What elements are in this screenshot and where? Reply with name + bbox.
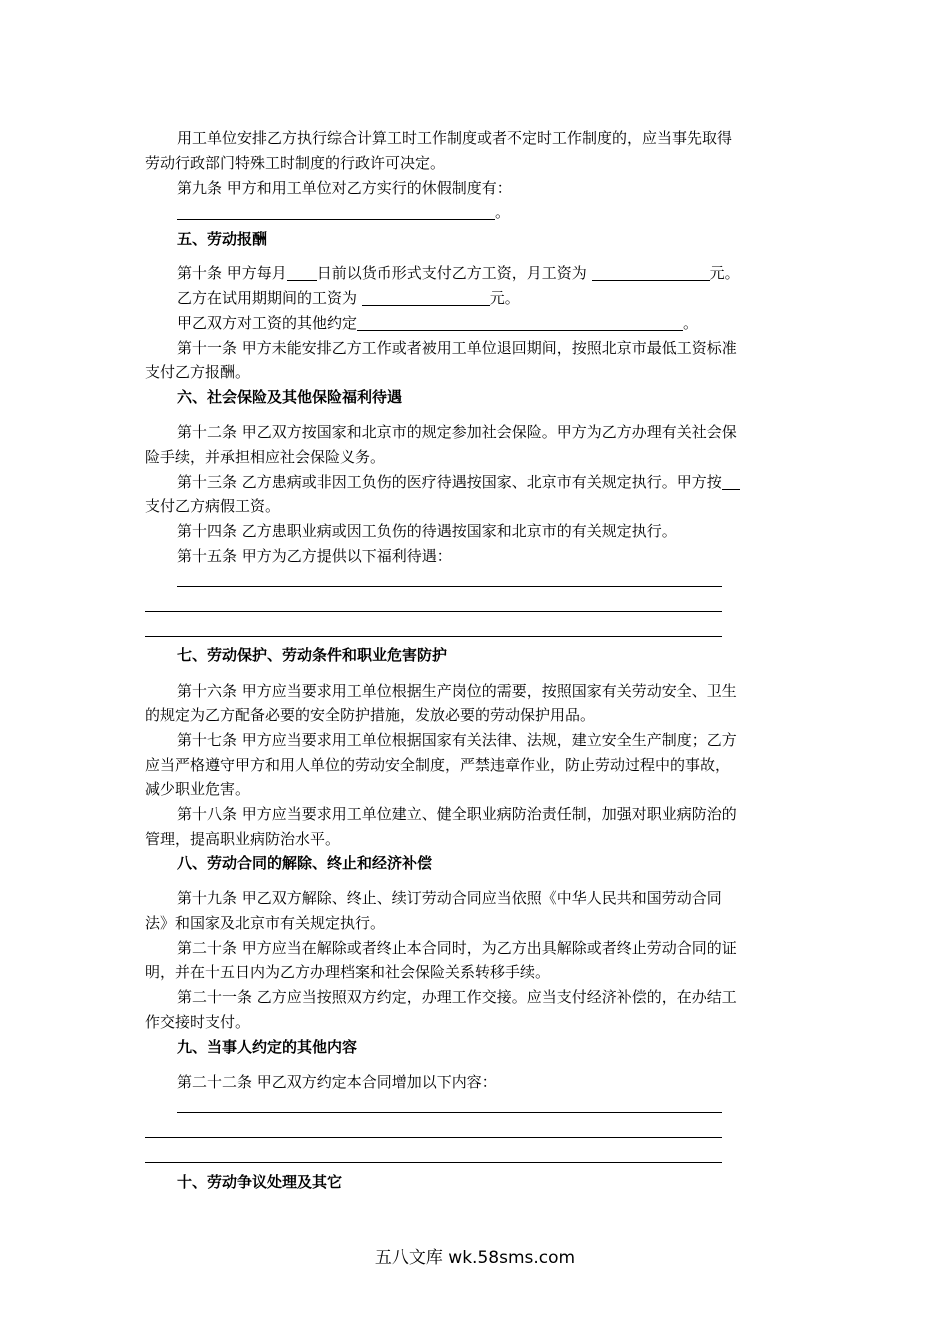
paragraph-line: 法》和国家及北京市有关规定执行。 xyxy=(145,914,386,932)
article-15: 第十五条 甲方为乙方提供以下福利待遇： xyxy=(177,547,452,565)
fill-in-blank xyxy=(287,264,317,281)
blank-line xyxy=(145,611,722,612)
fill-in-blank xyxy=(177,203,495,220)
blank-line xyxy=(177,1112,722,1113)
blank-line xyxy=(177,586,722,587)
paragraph-line: 劳动行政部门特殊工时制度的行政许可决定。 xyxy=(145,154,446,172)
paragraph-line: 支付乙方病假工资。 xyxy=(145,497,281,515)
fill-in-blank xyxy=(357,314,683,331)
paragraph-line: 的规定为乙方配备必要的安全防护措施，发放必要的劳动保护用品。 xyxy=(145,706,596,724)
section-title: 六、社会保险及其他保险福利待遇 xyxy=(177,388,403,406)
paragraph-line: 作交接时支付。 xyxy=(145,1013,251,1031)
section-title: 九、当事人约定的其他内容 xyxy=(177,1038,358,1056)
paragraph-line: 明，并在十五日内为乙方办理档案和社会保险关系转移手续。 xyxy=(145,963,551,981)
article-20: 第二十条 甲方应当在解除或者终止本合同时，为乙方出具解除或者终止劳动合同的证 xyxy=(177,939,737,957)
article-17: 第十七条 甲方应当要求用工单位根据国家有关法律、法规，建立安全生产制度；乙方 xyxy=(177,731,737,749)
paragraph-line: 应当严格遵守甲方和用人单位的劳动安全制度，严禁违章作业，防止劳动过程中的事故， xyxy=(145,756,731,774)
article-16: 第十六条 甲方应当要求用工单位根据生产岗位的需要，按照国家有关劳动安全、卫生 xyxy=(177,682,737,700)
paragraph-line: 用工单位安排乙方执行综合计算工时工作制度或者不定时工作制度的，应当事先取得 xyxy=(177,129,733,147)
footer-watermark: 五八文库 wk.58sms.com xyxy=(374,1248,576,1268)
article-10-text-a: 第十条 甲方每月 xyxy=(177,264,287,282)
blank-line xyxy=(145,1137,722,1138)
fill-in-blank xyxy=(362,289,490,306)
article-19: 第十九条 甲乙双方解除、终止、续订劳动合同应当依照《中华人民共和国劳动合同 xyxy=(177,889,722,907)
other-text-a: 甲乙双方对工资的其他约定 xyxy=(177,314,358,332)
paragraph-line: 险手续，并承担相应社会保险义务。 xyxy=(145,448,386,466)
paragraph-line: 减少职业危害。 xyxy=(145,780,251,798)
probation-salary xyxy=(177,287,857,309)
article-14: 第十四条 乙方患职业病或因工负伤的待遇按国家和北京市的有关规定执行。 xyxy=(177,522,677,540)
article-18: 第十八条 甲方应当要求用工单位建立、健全职业病防治责任制，加强对职业病防治的 xyxy=(177,805,737,823)
period: 。 xyxy=(495,203,511,221)
article-9: 第九条 甲方和用工单位对乙方实行的休假制度有： xyxy=(177,179,512,197)
section-title: 五、劳动报酬 xyxy=(177,230,268,248)
section-title: 八、劳动合同的解除、终止和经济补偿 xyxy=(177,854,433,872)
fill-in-blank xyxy=(722,473,740,490)
article-9-blank-line xyxy=(177,201,857,223)
fill-in-blank xyxy=(592,264,710,281)
article-10-text-b: 日前以货币形式支付乙方工资，月工资为 xyxy=(316,264,592,282)
section-title: 七、劳动保护、劳动条件和职业危害防护 xyxy=(177,646,448,664)
blank-line xyxy=(145,1162,722,1163)
other-text-b: 。 xyxy=(683,314,699,332)
article-21: 第二十一条 乙方应当按照双方约定，办理工作交接。应当支付经济补偿的，在办结工 xyxy=(177,988,737,1006)
article-10 xyxy=(177,262,857,284)
paragraph-line: 支付乙方报酬。 xyxy=(145,363,251,381)
other-salary-agreement xyxy=(177,312,857,334)
article-12: 第十二条 甲乙双方按国家和北京市的规定参加社会保险。甲方为乙方办理有关社会保 xyxy=(177,423,737,441)
article-13-text: 第十三条 乙方患病或非因工负伤的医疗待遇按国家、北京市有关规定执行。甲方按 xyxy=(177,473,722,491)
section-title: 十、劳动争议处理及其它 xyxy=(177,1173,343,1191)
article-13 xyxy=(177,471,857,493)
blank-line xyxy=(145,636,722,637)
article-10-text-c: 元。 xyxy=(709,264,740,282)
article-22: 第二十二条 甲乙双方约定本合同增加以下内容： xyxy=(177,1073,497,1091)
paragraph-line: 管理，提高职业病防治水平。 xyxy=(145,830,341,848)
probation-text-b: 元。 xyxy=(489,289,520,307)
probation-text-a: 乙方在试用期期间的工资为 xyxy=(177,289,362,307)
article-11: 第十一条 甲方未能安排乙方工作或者被用工单位退回期间，按照北京市最低工资标准 xyxy=(177,339,737,357)
